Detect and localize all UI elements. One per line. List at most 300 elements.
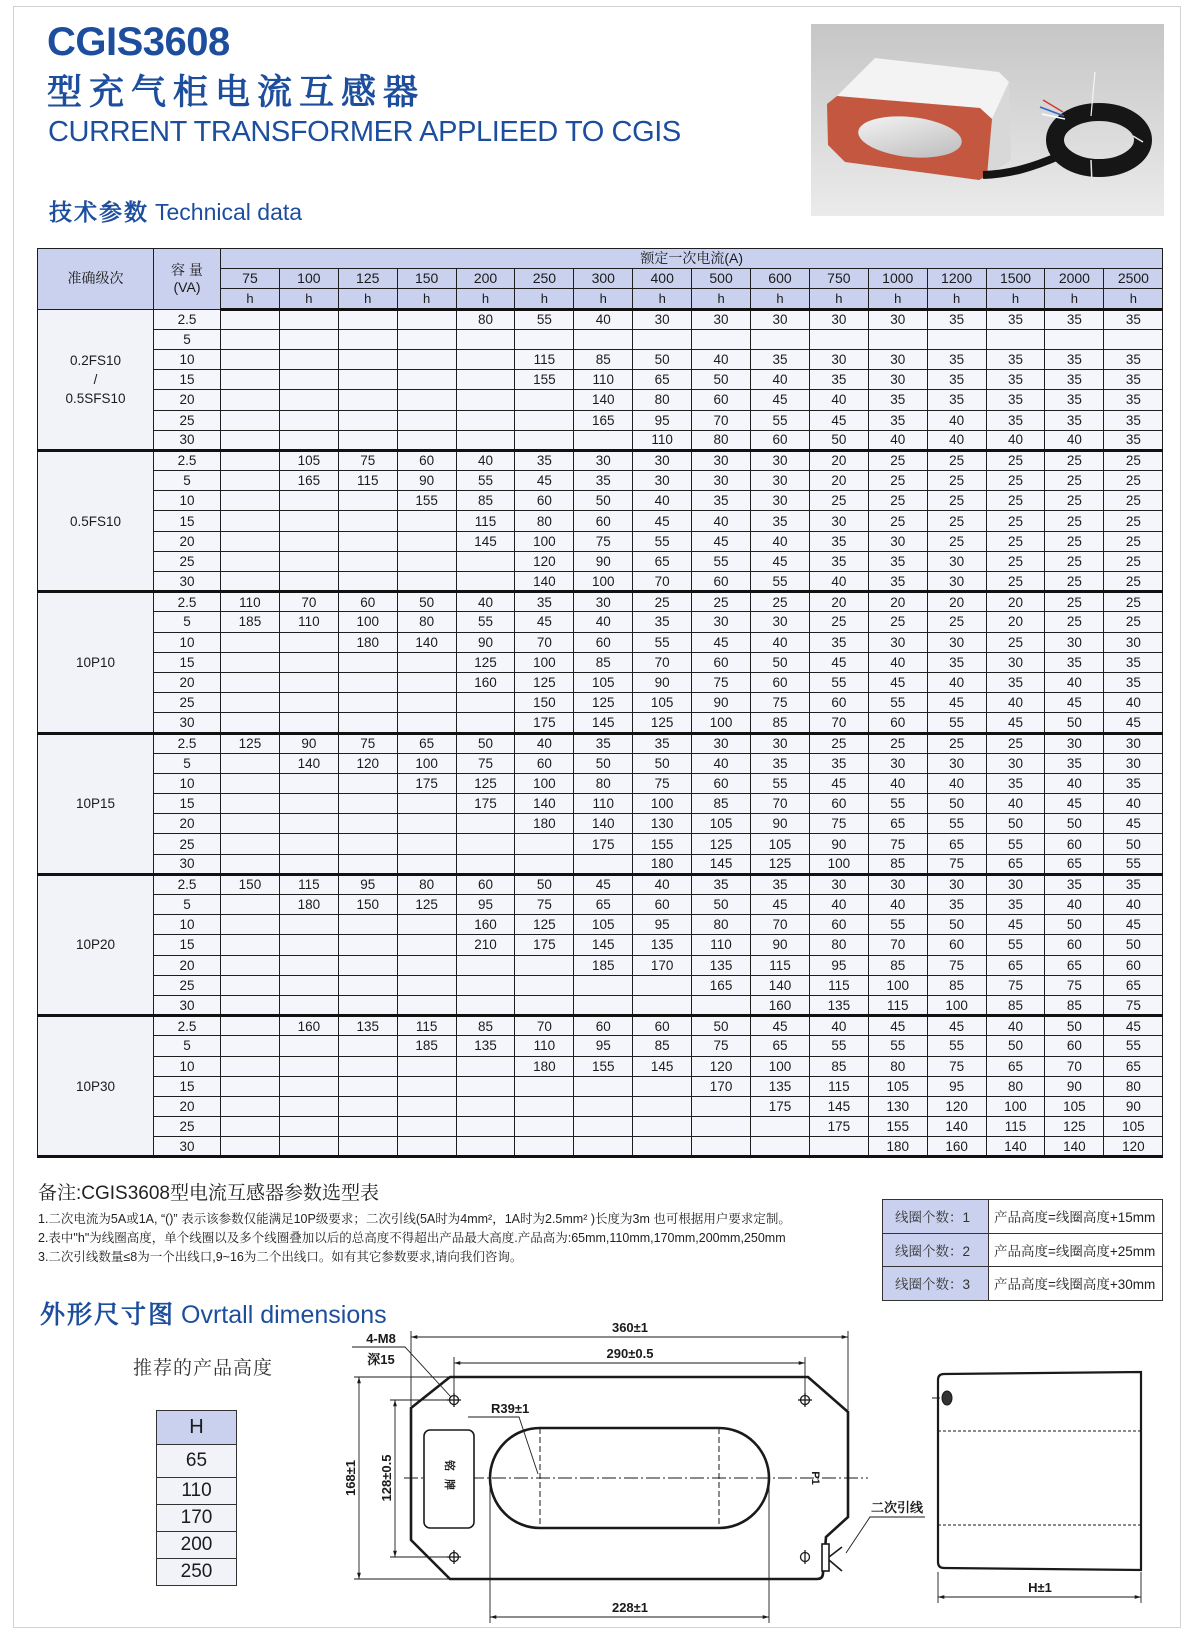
table-cell: [338, 430, 397, 450]
table-cell: [221, 773, 280, 793]
table-cell: 75: [809, 814, 868, 834]
table-cell: 105: [1045, 1096, 1104, 1116]
table-cell: 145: [456, 531, 515, 551]
table-cell: 50: [692, 895, 751, 915]
table-cell: 30: [986, 874, 1045, 894]
table-cell: 75: [986, 975, 1045, 995]
table-cell: 110: [574, 370, 633, 390]
table-cell: [456, 390, 515, 410]
table-cell: 40: [927, 672, 986, 692]
table-cell: [279, 713, 338, 733]
table-cell: 25: [1045, 531, 1104, 551]
table-cell: 140: [986, 1137, 1045, 1157]
table-cell: 35: [868, 410, 927, 430]
table-cell: [397, 713, 456, 733]
table-cell: 35: [1045, 370, 1104, 390]
table-cell: [221, 572, 280, 592]
table-row: [38, 1117, 1163, 1137]
table-row: [38, 349, 1163, 369]
table-cell: [515, 430, 574, 450]
capacity-cell: 25: [154, 551, 221, 571]
table-cell: 35: [809, 551, 868, 571]
table-cell: 155: [515, 370, 574, 390]
table-row: [38, 471, 1163, 491]
table-cell: 55: [927, 713, 986, 733]
table-cell: [574, 1096, 633, 1116]
table-cell: 40: [1045, 773, 1104, 793]
table-cell: [279, 652, 338, 672]
table-cell: [633, 995, 692, 1015]
table-cell: 35: [927, 349, 986, 369]
table-cell: 30: [633, 471, 692, 491]
table-cell: 25: [986, 551, 1045, 571]
table-cell: 65: [927, 834, 986, 854]
current-header-cell: 1500: [986, 269, 1045, 289]
table-cell: 30: [986, 753, 1045, 773]
table-cell: [279, 1076, 338, 1096]
table-cell: [515, 995, 574, 1015]
capacity-cell: 5: [154, 471, 221, 491]
table-cell: 25: [927, 450, 986, 470]
table-cell: [279, 672, 338, 692]
table-cell: 45: [515, 471, 574, 491]
table-cell: 60: [574, 632, 633, 652]
table-cell: [397, 794, 456, 814]
table-cell: 180: [868, 1137, 927, 1157]
unit-header-cell: h: [927, 289, 986, 309]
table-cell: 95: [633, 915, 692, 935]
table-cell: 25: [868, 511, 927, 531]
table-cell: [397, 370, 456, 390]
table-cell: 60: [456, 874, 515, 894]
capacity-cell: 20: [154, 531, 221, 551]
product-title-cn: 型充气柜电流互感器: [47, 73, 426, 112]
table-cell: 30: [633, 309, 692, 329]
table-cell: 40: [868, 895, 927, 915]
table-cell: 60: [809, 693, 868, 713]
table-cell: [456, 1096, 515, 1116]
table-cell: [279, 390, 338, 410]
table-cell: 40: [1104, 895, 1163, 915]
table-cell: [279, 955, 338, 975]
table-cell: 50: [809, 430, 868, 450]
table-cell: 60: [397, 450, 456, 470]
table-cell: 25: [986, 450, 1045, 470]
capacity-cell: 10: [154, 632, 221, 652]
table-cell: 55: [927, 814, 986, 834]
table-cell: 70: [279, 592, 338, 612]
table-cell: 90: [574, 551, 633, 571]
table-cell: 90: [397, 471, 456, 491]
accuracy-class-cell: [38, 874, 154, 1015]
table-cell: [338, 1036, 397, 1056]
table-cell: 45: [809, 410, 868, 430]
table-cell: 95: [633, 410, 692, 430]
accuracy-class-cell: [38, 450, 154, 591]
table-cell: 65: [986, 1056, 1045, 1076]
table-cell: 50: [397, 592, 456, 612]
product-model: CGIS3608: [47, 20, 230, 64]
table-cell: 35: [633, 733, 692, 753]
table-cell: [279, 794, 338, 814]
table-row: [38, 874, 1163, 894]
capacity-cell: 2.5: [154, 450, 221, 470]
table-cell: [456, 349, 515, 369]
table-cell: [397, 814, 456, 834]
table-cell: 90: [456, 632, 515, 652]
table-cell: 65: [633, 370, 692, 390]
table-cell: [279, 975, 338, 995]
table-cell: 35: [927, 390, 986, 410]
cable-gland-icon: [822, 1544, 842, 1571]
table-cell: 45: [692, 531, 751, 551]
table-cell: 145: [692, 854, 751, 874]
table-cell: 75: [338, 733, 397, 753]
table-cell: 25: [751, 592, 810, 612]
table-cell: 35: [986, 370, 1045, 390]
capacity-cell: 30: [154, 995, 221, 1015]
technical-data-body: [38, 309, 1163, 1157]
table-cell: 30: [868, 531, 927, 551]
table-cell: 35: [927, 309, 986, 329]
table-cell: 40: [1104, 794, 1163, 814]
current-header-cell: 2000: [1045, 269, 1104, 289]
wire-exit-icon: [942, 1391, 952, 1405]
table-cell: 30: [1104, 733, 1163, 753]
table-cell: 100: [692, 713, 751, 733]
table-cell: 65: [986, 854, 1045, 874]
table-cell: [279, 349, 338, 369]
table-cell: 25: [927, 531, 986, 551]
mounting-hole-icon: [447, 1550, 461, 1564]
table-cell: 35: [1104, 309, 1163, 329]
table-cell: 35: [751, 874, 810, 894]
table-cell: 35: [1104, 874, 1163, 894]
table-cell: 30: [809, 309, 868, 329]
header-row: [38, 249, 1163, 269]
current-header-cell: 750: [809, 269, 868, 289]
table-cell: 30: [927, 551, 986, 571]
table-cell: 155: [397, 491, 456, 511]
table-cell: 60: [515, 491, 574, 511]
table-cell: 60: [1045, 1036, 1104, 1056]
table-cell: 30: [927, 632, 986, 652]
table-cell: 55: [515, 309, 574, 329]
table-cell: 105: [868, 1076, 927, 1096]
table-row: [38, 450, 1163, 470]
table-row: [38, 390, 1163, 410]
capacity-cell: 20: [154, 955, 221, 975]
table-cell: 25: [927, 491, 986, 511]
coil-height-formula: 产品高度=线圈高度+30mm: [989, 1267, 1163, 1301]
table-cell: 25: [809, 733, 868, 753]
table-cell: [515, 1137, 574, 1157]
table-cell: [515, 1117, 574, 1137]
table-cell: 105: [692, 814, 751, 834]
table-cell: 35: [868, 551, 927, 571]
table-cell: 165: [279, 471, 338, 491]
table-cell: [221, 329, 280, 349]
capacity-cell: 30: [154, 1137, 221, 1157]
unit-header-cell: h: [456, 289, 515, 309]
table-cell: 120: [515, 551, 574, 571]
unit-header-cell: h: [338, 289, 397, 309]
table-cell: 40: [456, 450, 515, 470]
table-cell: [397, 935, 456, 955]
table-cell: 80: [397, 874, 456, 894]
table-cell: [221, 995, 280, 1015]
table-cell: [221, 1016, 280, 1036]
table-cell: [338, 955, 397, 975]
table-cell: [397, 349, 456, 369]
capacity-cell: 25: [154, 975, 221, 995]
table-cell: 60: [692, 773, 751, 793]
table-cell: 65: [986, 955, 1045, 975]
table-cell: [456, 430, 515, 450]
table-cell: [456, 572, 515, 592]
table-cell: 115: [515, 349, 574, 369]
table-cell: 45: [751, 1016, 810, 1036]
table-cell: 35: [574, 733, 633, 753]
table-cell: [515, 329, 574, 349]
table-cell: 35: [1045, 753, 1104, 773]
table-cell: [397, 531, 456, 551]
table-row: [38, 915, 1163, 935]
table-cell: [221, 794, 280, 814]
accuracy-class-cell: [38, 309, 154, 450]
table-cell: [338, 370, 397, 390]
table-cell: 30: [751, 309, 810, 329]
table-row: [38, 834, 1163, 854]
table-cell: 125: [515, 672, 574, 692]
table-cell: 55: [868, 693, 927, 713]
capacity-cell: 15: [154, 511, 221, 531]
table-cell: [397, 854, 456, 874]
table-cell: 30: [1045, 733, 1104, 753]
table-cell: 80: [397, 612, 456, 632]
dimension-drawing: [340, 1320, 1180, 1640]
table-cell: 100: [986, 1096, 1045, 1116]
table-cell: 140: [397, 632, 456, 652]
table-cell: 185: [397, 1036, 456, 1056]
table-cell: 25: [1104, 511, 1163, 531]
accuracy-class-label: 0.2FS10: [69, 352, 122, 368]
note-line: 2.表中"h"为线圈高度，单个线圈以及多个线圈叠加以后的总高度不得超出产品最大高度.产品高为:65mm,110mm,170mm,200mm,250mm: [38, 1231, 786, 1245]
table-cell: 105: [574, 915, 633, 935]
table-cell: 30: [751, 491, 810, 511]
product-title-en: CURRENT TRANSFORMER APPLIEED TO CGIS: [48, 116, 681, 148]
table-cell: 25: [1045, 612, 1104, 632]
table-cell: 70: [633, 572, 692, 592]
table-cell: 75: [574, 531, 633, 551]
table-cell: 140: [574, 390, 633, 410]
table-cell: 35: [809, 753, 868, 773]
h-header-row: [157, 1411, 237, 1445]
table-cell: 55: [1104, 854, 1163, 874]
table-cell: [221, 551, 280, 571]
table-row: [38, 753, 1163, 773]
table-cell: 115: [986, 1117, 1045, 1137]
table-cell: 55: [633, 632, 692, 652]
table-cell: 115: [751, 955, 810, 975]
table-cell: 60: [574, 1016, 633, 1036]
table-cell: [456, 1137, 515, 1157]
table-cell: 45: [986, 915, 1045, 935]
table-cell: 25: [1045, 592, 1104, 612]
table-cell: 60: [751, 672, 810, 692]
accuracy-class-label: 10P30: [75, 1078, 116, 1094]
dimensions-heading-cn: 外形尺寸图: [40, 1301, 176, 1329]
table-cell: 95: [574, 1036, 633, 1056]
table-cell: 35: [633, 612, 692, 632]
table-cell: 110: [633, 430, 692, 450]
table-cell: 25: [1045, 551, 1104, 571]
table-cell: [279, 491, 338, 511]
table-cell: [397, 995, 456, 1015]
capacity-cell: 5: [154, 895, 221, 915]
table-cell: 160: [279, 1016, 338, 1036]
table-cell: [397, 430, 456, 450]
table-cell: 40: [1045, 430, 1104, 450]
table-row: [38, 773, 1163, 793]
accuracy-class-label: 0.5SFS10: [65, 390, 126, 406]
table-cell: 105: [1104, 1117, 1163, 1137]
table-cell: 35: [809, 632, 868, 652]
table-cell: 160: [456, 915, 515, 935]
table-cell: 145: [633, 1056, 692, 1076]
table-cell: 175: [515, 935, 574, 955]
table-cell: 40: [574, 612, 633, 632]
table-cell: 125: [574, 693, 633, 713]
capacity-cell: 2.5: [154, 874, 221, 894]
table-cell: [338, 1056, 397, 1076]
coil-height-formula: 产品高度=线圈高度+15mm: [989, 1200, 1163, 1234]
current-header-cell: 1000: [868, 269, 927, 289]
table-cell: 35: [986, 349, 1045, 369]
table-cell: 80: [692, 915, 751, 935]
table-cell: [279, 995, 338, 1015]
table-cell: 180: [279, 895, 338, 915]
table-row: [38, 370, 1163, 390]
table-cell: 50: [986, 1036, 1045, 1056]
table-cell: 90: [1104, 1096, 1163, 1116]
dimensions-heading: [40, 1300, 387, 1330]
table-cell: 140: [279, 753, 338, 773]
table-cell: [221, 854, 280, 874]
table-cell: [574, 1137, 633, 1157]
table-cell: 90: [279, 733, 338, 753]
table-cell: 25: [927, 733, 986, 753]
table-cell: 40: [1045, 672, 1104, 692]
table-cell: [397, 693, 456, 713]
table-cell: [221, 713, 280, 733]
table-cell: 90: [751, 935, 810, 955]
note-line: 1.二次电流为5A或1A, “()” 表示该参数仅能满足10P级要求；二次引线(5A时为4mm²，1A时为2.5mm² )长度为3m 也可根据用户要求定制。: [38, 1212, 791, 1226]
h-value: 65: [157, 1445, 237, 1478]
table-cell: 175: [397, 773, 456, 793]
table-cell: 35: [515, 450, 574, 470]
capacity-cell: 10: [154, 915, 221, 935]
table-cell: 40: [751, 632, 810, 652]
table-cell: [338, 834, 397, 854]
table-cell: 45: [1104, 713, 1163, 733]
capacity-cell: 25: [154, 410, 221, 430]
table-cell: 60: [868, 713, 927, 733]
capacity-header-unit: (VA): [173, 278, 201, 295]
table-cell: [574, 329, 633, 349]
table-cell: [279, 834, 338, 854]
table-cell: 30: [574, 592, 633, 612]
table-cell: 25: [986, 471, 1045, 491]
table-cell: [456, 834, 515, 854]
table-cell: 40: [986, 693, 1045, 713]
table-cell: [221, 1096, 280, 1116]
capacity-cell: 20: [154, 814, 221, 834]
table-cell: [986, 329, 1045, 349]
hole-spacing-y-label: 128±0.5: [379, 1454, 394, 1502]
table-row: [38, 1076, 1163, 1096]
table-cell: 115: [809, 975, 868, 995]
table-cell: [633, 1096, 692, 1116]
table-cell: 60: [809, 915, 868, 935]
current-header-cell: 75: [221, 269, 280, 289]
table-cell: 40: [692, 511, 751, 531]
table-cell: [397, 915, 456, 935]
capacity-cell: 15: [154, 1076, 221, 1096]
table-cell: 55: [456, 612, 515, 632]
table-cell: [397, 672, 456, 692]
capacity-cell: 15: [154, 794, 221, 814]
table-cell: 55: [809, 1036, 868, 1056]
table-cell: 115: [868, 995, 927, 1015]
table-cell: 70: [751, 794, 810, 814]
table-cell: 165: [574, 410, 633, 430]
table-cell: [515, 410, 574, 430]
table-cell: [456, 1117, 515, 1137]
table-cell: 35: [1104, 370, 1163, 390]
product-photo: [811, 24, 1164, 216]
capacity-cell: 30: [154, 572, 221, 592]
table-cell: 125: [515, 915, 574, 935]
table-cell: [221, 450, 280, 470]
table-cell: 25: [868, 733, 927, 753]
table-cell: 125: [456, 773, 515, 793]
table-cell: 60: [1045, 834, 1104, 854]
table-cell: 85: [456, 491, 515, 511]
capacity-cell: 5: [154, 1036, 221, 1056]
table-row: [38, 612, 1163, 632]
table-cell: [456, 955, 515, 975]
table-cell: 65: [868, 814, 927, 834]
table-cell: [397, 975, 456, 995]
table-cell: 125: [456, 652, 515, 672]
unit-header-cell: h: [633, 289, 692, 309]
table-cell: 55: [986, 935, 1045, 955]
table-cell: 50: [574, 491, 633, 511]
table-cell: [397, 955, 456, 975]
table-cell: 70: [1045, 1056, 1104, 1076]
table-cell: 20: [986, 592, 1045, 612]
table-cell: 155: [574, 1056, 633, 1076]
table-cell: 35: [868, 390, 927, 410]
table-cell: [279, 1096, 338, 1116]
table-cell: 75: [1045, 975, 1104, 995]
capacity-cell: 15: [154, 370, 221, 390]
table-cell: 85: [751, 713, 810, 733]
table-cell: 25: [986, 572, 1045, 592]
capacity-header-label: 容 量: [171, 261, 203, 278]
table-cell: 110: [692, 935, 751, 955]
